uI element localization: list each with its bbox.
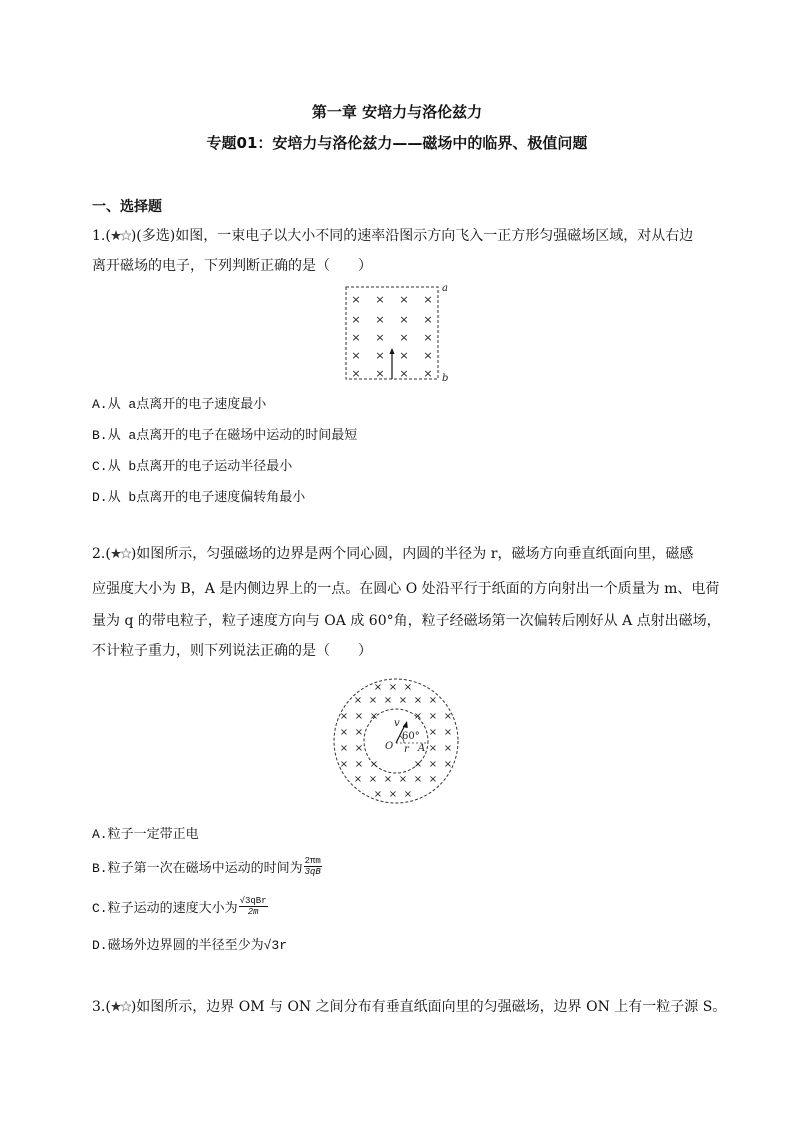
option-c: C.从 b点离开的电子运动半径最小: [92, 459, 293, 474]
question-2-line-3: 量为 q 的带电粒子，粒子速度方向与 OA 成 60°角，粒子经磁场第一次偏转后刚好从 A 点射出磁场，: [92, 613, 721, 629]
option-d: D.从 b点离开的电子速度偏转角最小: [92, 490, 306, 505]
svg-text:×: ×: [443, 743, 453, 754]
option-a: A.从 a点离开的电子速度最小: [92, 397, 267, 412]
svg-text:×: ×: [354, 711, 364, 722]
field-mark: ×: [375, 367, 385, 380]
svg-text:×: ×: [388, 789, 398, 800]
svg-text:×: ×: [428, 759, 438, 770]
field-mark: ×: [423, 293, 433, 306]
svg-text:×: ×: [428, 727, 438, 738]
difficulty-star-icon: [111, 548, 131, 560]
chapter-title: 第一章 安培力与洛伦兹力: [311, 103, 483, 121]
difficulty-star-icon: [111, 230, 131, 242]
field-mark: ×: [351, 349, 361, 362]
option-b: B.粒子第一次在磁场中运动的时间为 $\frac{2\pi m}{3qB}$: [92, 855, 321, 877]
svg-text:×: ×: [428, 695, 438, 706]
question-1-line-1: 1.( )(多选)如图，一束电子以大小不同的速率沿图示方向飞入一正方形匀强磁场区域，对从右边: [92, 228, 694, 244]
field-mark: ×: [399, 367, 409, 380]
svg-text:×: ×: [398, 695, 408, 706]
svg-text:×: ×: [413, 759, 423, 770]
svg-text:×: ×: [354, 759, 364, 770]
label-b: b: [442, 373, 449, 384]
label-r: r: [404, 744, 409, 755]
svg-text:×: ×: [383, 695, 393, 706]
label-a: a: [442, 283, 448, 294]
question-tag: (多选): [136, 228, 176, 244]
arrowhead-icon: [403, 721, 408, 728]
field-mark: ×: [399, 313, 409, 326]
field-mark: ×: [351, 293, 361, 306]
svg-text:×: ×: [339, 759, 349, 770]
question-2-line-1: 2.( )如图所示，匀强磁场的边界是两个同心圆，内圆的半径为 r，磁场方向垂直纸面向里，磁感: [92, 546, 694, 562]
option-a: A.粒子一定带正电: [92, 827, 199, 842]
fraction: $\frac{2\pi m}{3qB}$: [304, 855, 321, 877]
svg-text:×: ×: [339, 727, 349, 738]
field-mark: ×: [399, 331, 409, 344]
field-mark: ×: [399, 293, 409, 306]
question-2-line-4: 不计粒子重力，则下列说法正确的是（ ）: [92, 643, 372, 659]
field-mark: ×: [423, 349, 433, 362]
svg-text:×: ×: [413, 711, 423, 722]
field-mark: ×: [351, 313, 361, 326]
question-1-line-2: 离开磁场的电子，下列判断正确的是（ ）: [92, 258, 372, 274]
svg-text:×: ×: [368, 774, 378, 785]
label-angle: 60°: [402, 731, 420, 742]
option-b: B.从 a点离开的电子在磁场中运动的时间最短: [92, 428, 358, 443]
svg-text:×: ×: [388, 682, 398, 693]
field-mark: ×: [375, 293, 385, 306]
svg-text:×: ×: [353, 774, 363, 785]
field-mark: ×: [423, 367, 433, 380]
question-stem: 如图所示，边界 OM 与 ON 之间分布有垂直纸面向里的匀强磁场，边界 ON 上有一粒子源 S。: [136, 999, 727, 1015]
concentric-field-figure: [330, 675, 462, 807]
question-stem: 如图所示，匀强磁场的边界是两个同心圆，内圆的半径为 r，磁场方向垂直纸面向里，磁感: [136, 546, 694, 562]
topic-title: 专题01：安培力与洛伦兹力——磁场中的临界、极值问题: [206, 134, 588, 152]
svg-text:×: ×: [339, 743, 349, 754]
question-stem: 如图，一束电子以大小不同的速率沿图示方向飞入一正方形匀强磁场区域，对从右边: [175, 228, 694, 244]
svg-text:×: ×: [413, 695, 423, 706]
field-mark: ×: [375, 349, 385, 362]
svg-text:×: ×: [413, 774, 423, 785]
svg-text:×: ×: [373, 682, 383, 693]
fraction: $\frac{\text{√3qBr}}{2m}$: [239, 895, 267, 917]
svg-text:×: ×: [383, 774, 393, 785]
svg-text:×: ×: [354, 743, 364, 754]
field-mark: ×: [351, 331, 361, 344]
svg-text:×: ×: [369, 711, 379, 722]
svg-text:×: ×: [353, 695, 363, 706]
svg-text:×: ×: [398, 774, 408, 785]
difficulty-star-icon: [111, 1001, 131, 1013]
field-mark: ×: [423, 331, 433, 344]
svg-text:×: ×: [443, 711, 453, 722]
label-v: v: [394, 718, 400, 729]
option-c: C.粒子运动的速度大小为 $\frac{\text{√3qBr}}{2m}$: [92, 895, 267, 917]
field-mark: ×: [375, 331, 385, 344]
question-number: 2.: [92, 546, 106, 562]
option-d: D.磁场外边界圆的半径至少为√3r: [92, 938, 288, 953]
svg-text:×: ×: [403, 789, 413, 800]
svg-text:×: ×: [428, 711, 438, 722]
svg-text:×: ×: [428, 743, 438, 754]
question-3-line-1: 3.( )如图所示，边界 OM 与 ON 之间分布有垂直纸面向里的匀强磁场，边界 ON 上有一粒子源 S。: [92, 999, 727, 1015]
label-o: O: [385, 741, 394, 752]
svg-text:×: ×: [403, 682, 413, 693]
field-mark: ×: [399, 349, 409, 362]
svg-text:×: ×: [443, 759, 453, 770]
svg-text:×: ×: [354, 727, 364, 738]
svg-text:×: ×: [369, 759, 379, 770]
svg-text:×: ×: [428, 774, 438, 785]
svg-text:×: ×: [368, 695, 378, 706]
field-mark: ×: [423, 313, 433, 326]
svg-text:×: ×: [373, 789, 383, 800]
svg-text:×: ×: [339, 711, 349, 722]
section-heading: 一、选择题: [92, 199, 162, 215]
arrowhead-icon: [390, 348, 395, 354]
field-mark: ×: [375, 313, 385, 326]
question-2-line-2: 应强度大小为 B，A 是内侧边界上的一点。在圆心 O 处沿平行于纸面的方向射出一个质量为 m、电荷: [92, 581, 720, 597]
label-point-a: A: [418, 743, 426, 754]
question-number: 3.: [92, 999, 106, 1015]
svg-text:×: ×: [443, 727, 453, 738]
question-number: 1.: [92, 228, 106, 244]
square-field-figure: [340, 282, 455, 384]
field-mark: ×: [351, 367, 361, 380]
